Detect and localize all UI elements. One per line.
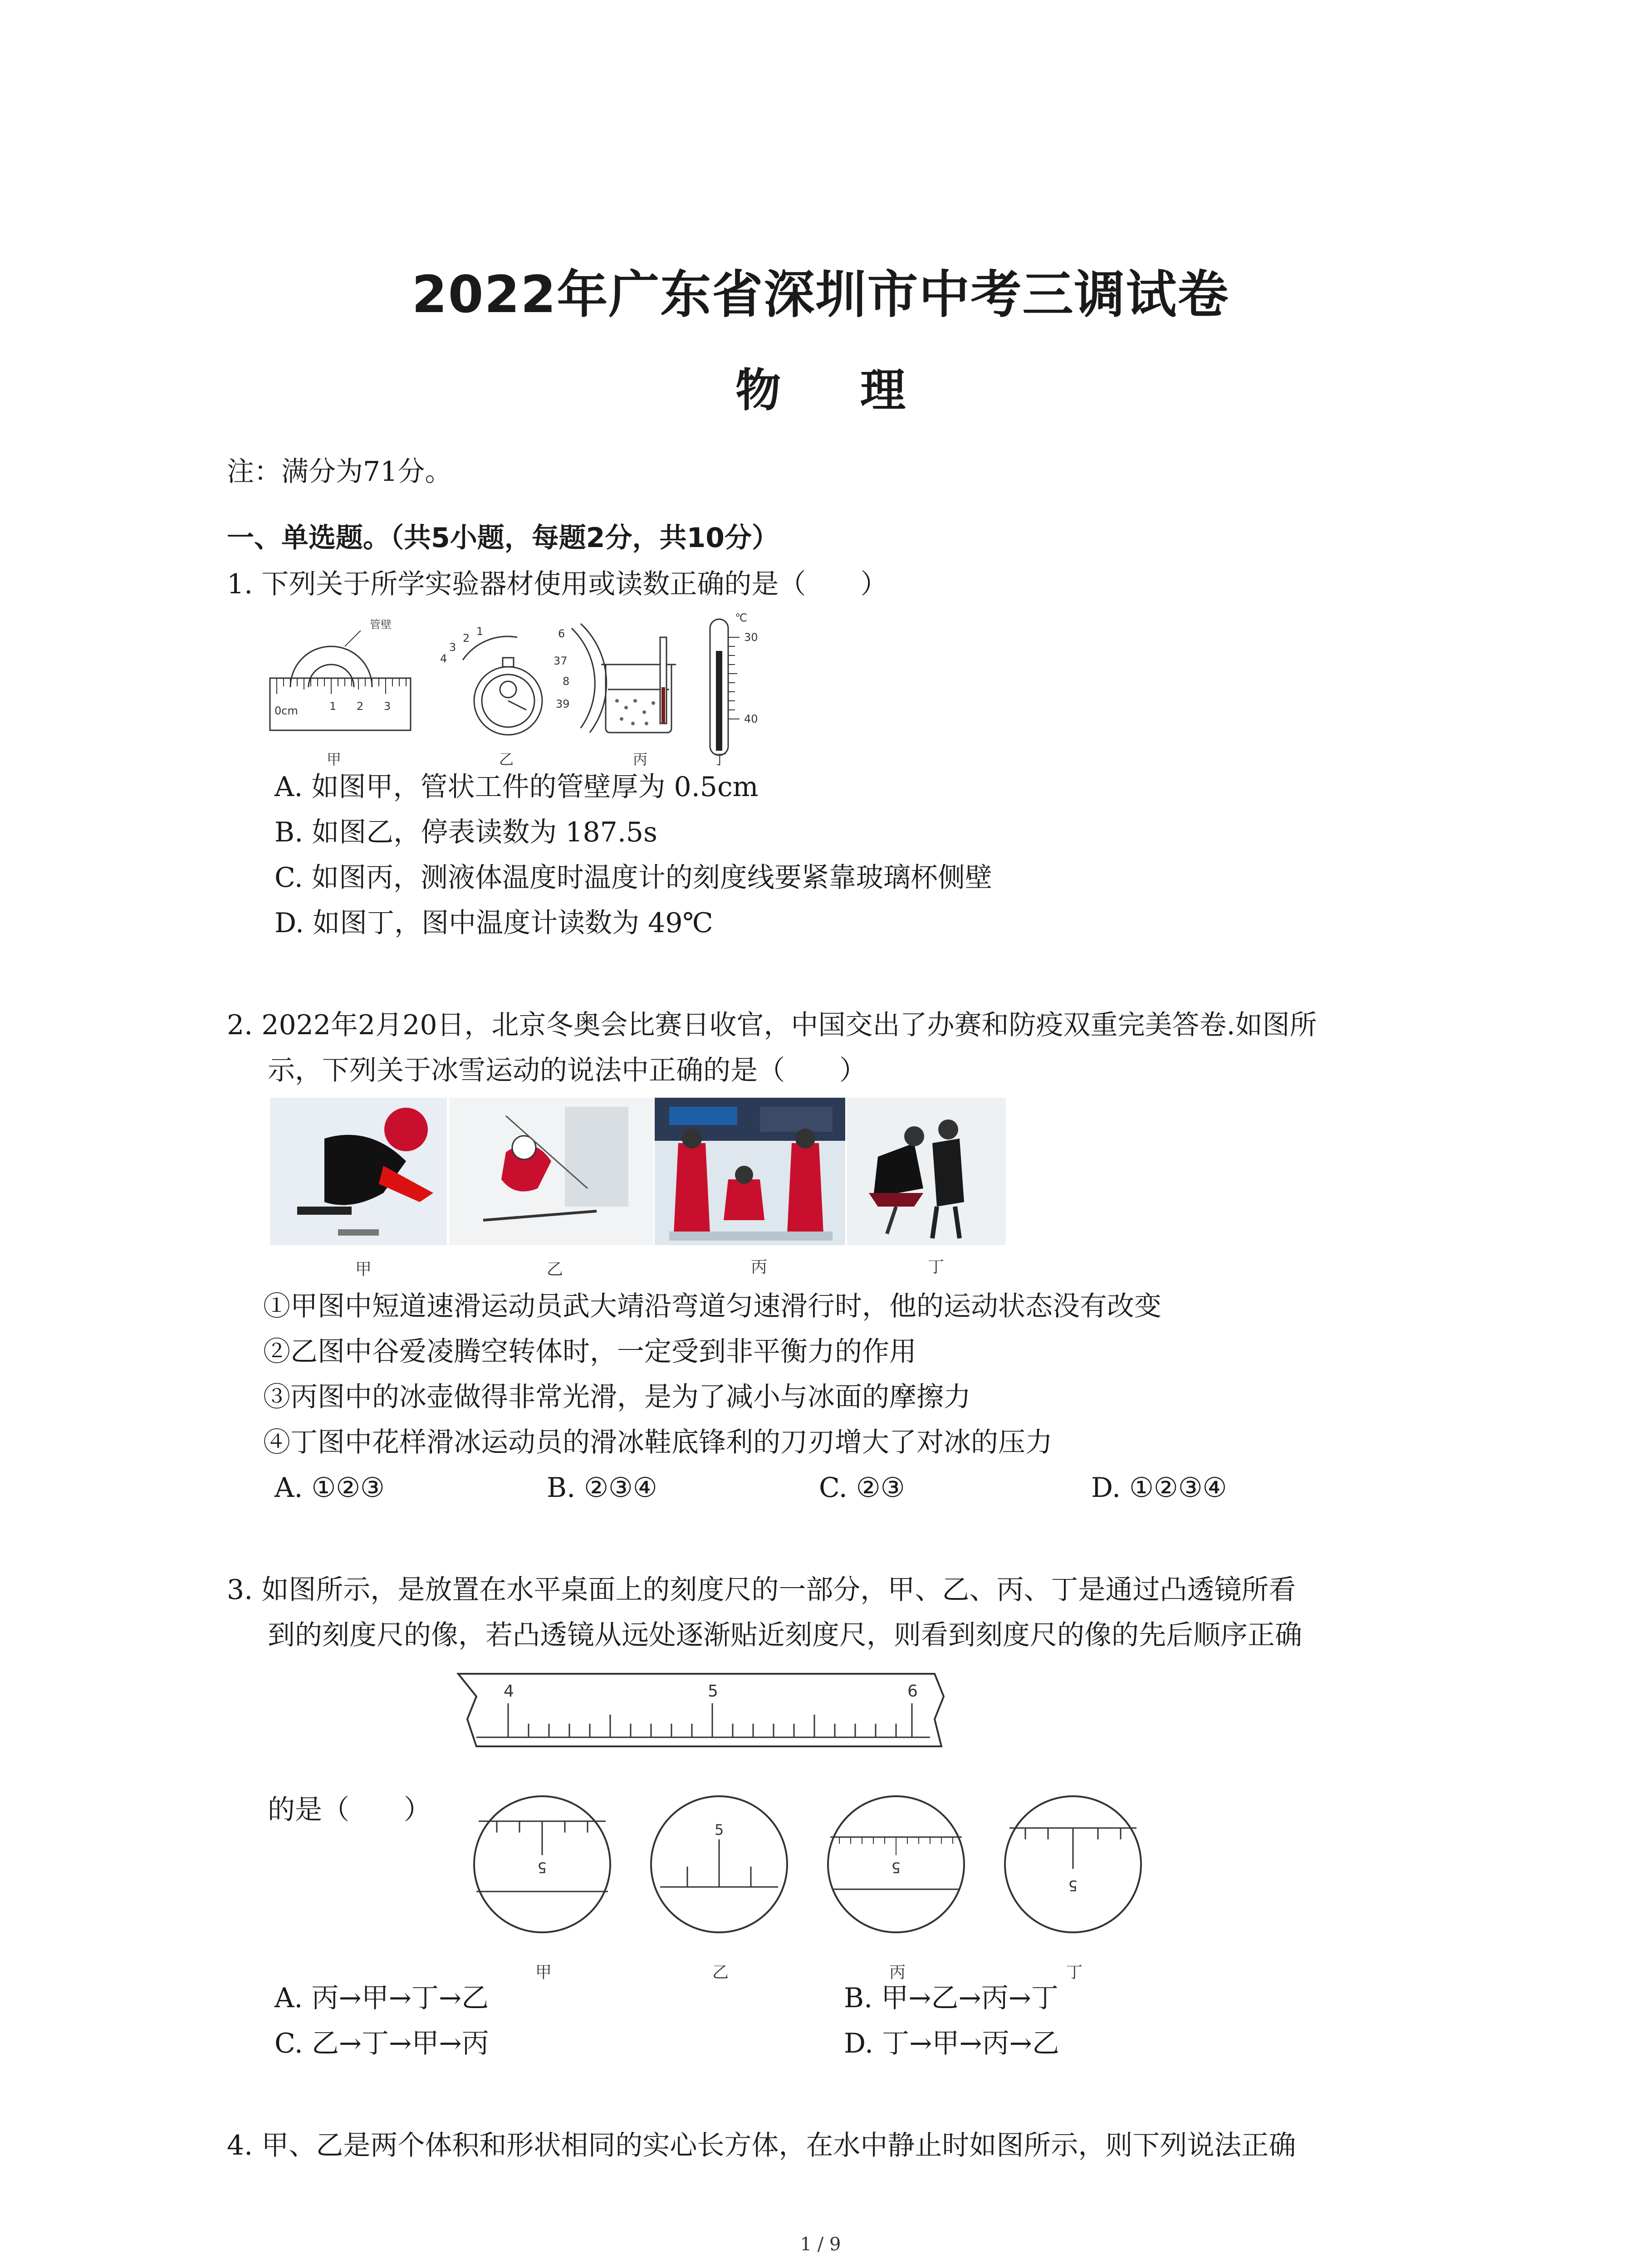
q2-statement-1: ①甲图中短道速滑运动员武大靖沿弯道匀速滑行时，他的运动状态没有改变 bbox=[263, 1290, 1161, 1322]
thermo-30: 30 bbox=[744, 631, 758, 644]
stopwatch-figure bbox=[463, 624, 607, 735]
q2-label-jia: 甲 bbox=[355, 1260, 372, 1279]
q3-stem-1: 3. 如图所示，是放置在水平桌面上的刻度尺的一部分，甲、乙、丙、丁是通过凸透镜所看 bbox=[227, 1574, 1296, 1606]
q2-option-b: B. ②③④ bbox=[547, 1472, 657, 1504]
lens-image-yi bbox=[651, 1796, 787, 1932]
photo-figure-skating bbox=[847, 1098, 1006, 1245]
pipe-wall-label: 管壁 bbox=[370, 618, 392, 631]
q1-label-jia: 甲 bbox=[327, 751, 342, 768]
q3-label-yi: 乙 bbox=[712, 1963, 729, 1982]
ruler-cm-label: 0cm bbox=[274, 704, 298, 717]
q1-label-ding: 丁 bbox=[712, 751, 727, 768]
q3-option-b: B. 甲→乙→丙→丁 bbox=[844, 1982, 1059, 2014]
q3-label-jia: 甲 bbox=[535, 1963, 552, 1982]
ruler-tick-1: 1 bbox=[329, 700, 337, 713]
ruler-pipe-figure bbox=[270, 646, 411, 730]
q1-option-c: C. 如图丙，测液体温度时温度计的刻度线要紧靠玻璃杯侧壁 bbox=[274, 862, 992, 894]
q2-statement-3: ③丙图中的冰壶做得非常光滑，是为了减小与冰面的摩擦力 bbox=[263, 1381, 971, 1413]
q1-label-bing: 丙 bbox=[633, 751, 648, 768]
q1-option-a: A. 如图甲，管状工件的管壁厚为 0.5cm bbox=[274, 771, 759, 803]
q3-stem-2: 到的刻度尺的像，若凸透镜从远处逐渐贴近刻度尺，则看到刻度尺的像的先后顺序正确 bbox=[268, 1619, 1302, 1651]
sw-sec-39: 39 bbox=[556, 698, 570, 710]
q3-lens-figure bbox=[467, 1794, 1152, 1984]
q2-label-bing: 丙 bbox=[751, 1258, 768, 1276]
sw-min-4: 4 bbox=[440, 652, 447, 665]
thermo-40: 40 bbox=[744, 713, 758, 725]
q1-stem: 1. 下列关于所学实验器材使用或读数正确的是（ ） bbox=[227, 568, 888, 600]
lens-image-ding bbox=[1005, 1796, 1141, 1932]
sw-min-2: 2 bbox=[463, 632, 470, 645]
sw-sec-37: 37 bbox=[554, 655, 568, 667]
q2-option-c: C. ②③ bbox=[819, 1472, 905, 1504]
thermometer-figure bbox=[710, 619, 740, 755]
photo-curling bbox=[655, 1098, 845, 1245]
thermo-unit: ℃ bbox=[735, 611, 747, 624]
beaker-figure bbox=[601, 637, 676, 733]
lens-jia-digit: 5 bbox=[537, 1859, 547, 1876]
sw-sec-6: 6 bbox=[558, 627, 565, 640]
q1-option-d: D. 如图丁，图中温度计读数为 49℃ bbox=[274, 907, 713, 939]
section-heading: 一、单选题。（共5小题，每题2分，共10分） bbox=[227, 522, 779, 554]
page-title: 2022年广东省深圳市中考三调试卷 bbox=[411, 265, 1230, 324]
q2-statement-4: ④丁图中花样滑冰运动员的滑冰鞋底锋利的刀刃增大了对冰的压力 bbox=[263, 1427, 1053, 1458]
lens-image-bing bbox=[828, 1796, 964, 1932]
q2-option-a: A. ①②③ bbox=[274, 1472, 385, 1504]
q3-option-a: A. 丙→甲→丁→乙 bbox=[274, 1982, 489, 2014]
ruler-tick-2: 2 bbox=[357, 700, 364, 713]
q3-stem-3: 的是（ ） bbox=[268, 1794, 431, 1826]
ruler-num-4: 4 bbox=[504, 1682, 514, 1701]
photo-freestyle-ski bbox=[449, 1098, 653, 1245]
lens-image-jia bbox=[474, 1796, 610, 1932]
q2-statement-2: ②乙图中谷爱凌腾空转体时，一定受到非平衡力的作用 bbox=[263, 1336, 916, 1368]
score-note: 注：满分为71分。 bbox=[227, 456, 452, 488]
q3-ruler-figure bbox=[449, 1660, 957, 1751]
photo-speed-skating bbox=[270, 1098, 447, 1245]
q2-stem-1: 2. 2022年2月20日，北京冬奥会比赛日收官，中国交出了办赛和防疫双重完美答卷.如图所 bbox=[227, 1009, 1317, 1041]
sw-min-1: 1 bbox=[476, 625, 484, 638]
q1-label-yi: 乙 bbox=[499, 751, 514, 768]
q2-stem-2: 示，下列关于冰雪运动的说法中正确的是（ ） bbox=[268, 1055, 867, 1086]
q1-figure bbox=[263, 610, 798, 769]
page-number: 1 / 9 bbox=[800, 2234, 841, 2255]
sw-min-3: 3 bbox=[449, 641, 456, 654]
ruler-num-6: 6 bbox=[907, 1682, 918, 1701]
q2-option-d: D. ①②③④ bbox=[1091, 1472, 1227, 1504]
q2-label-ding: 丁 bbox=[928, 1258, 945, 1276]
ruler-num-5: 5 bbox=[708, 1682, 718, 1701]
q3-option-c: C. 乙→丁→甲→丙 bbox=[274, 2028, 489, 2059]
q2-label-yi: 乙 bbox=[547, 1260, 563, 1279]
q3-option-d: D. 丁→甲→丙→乙 bbox=[844, 2028, 1059, 2059]
lens-yi-digit: 5 bbox=[715, 1821, 724, 1838]
q4-stem-1: 4. 甲、乙是两个体积和形状相同的实心长方体，在水中静止时如图所示，则下列说法正确 bbox=[227, 2130, 1296, 2161]
q3-label-ding: 丁 bbox=[1066, 1963, 1083, 1982]
q3-label-bing: 丙 bbox=[889, 1963, 906, 1982]
q1-option-b: B. 如图乙，停表读数为 187.5s bbox=[274, 816, 657, 848]
subject-title: 物 理 bbox=[735, 364, 937, 417]
lens-ding-digit: 5 bbox=[1068, 1877, 1078, 1894]
lens-bing-digit: 5 bbox=[891, 1859, 901, 1876]
q2-photos bbox=[270, 1098, 1014, 1279]
ruler-tick-3: 3 bbox=[384, 700, 391, 713]
sw-sec-8: 8 bbox=[563, 675, 570, 688]
